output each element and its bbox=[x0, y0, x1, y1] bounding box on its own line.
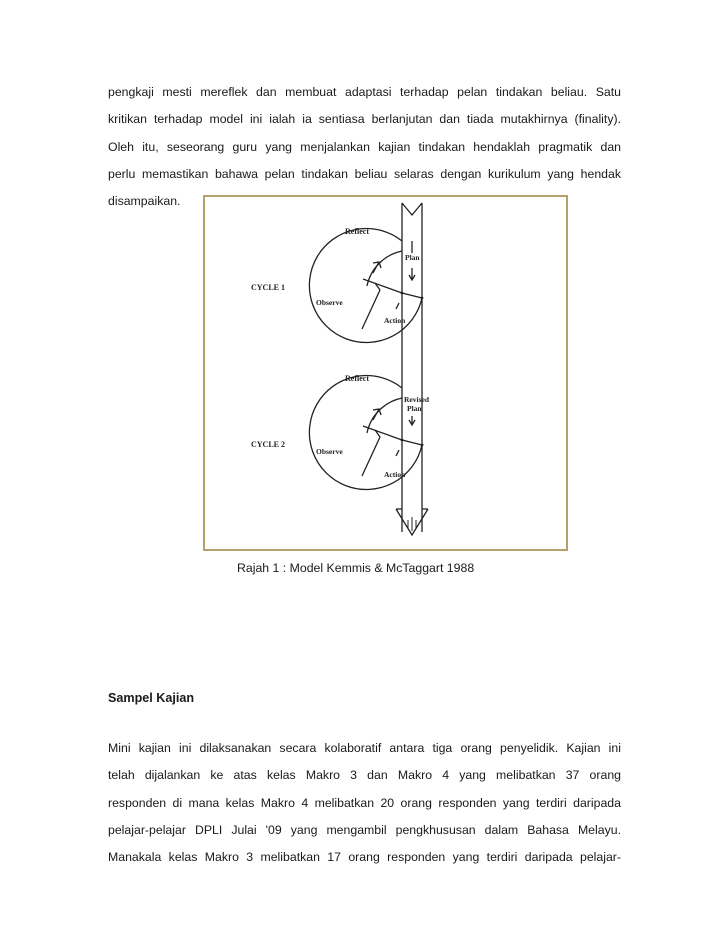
paragraph-line: Oleh itu, seseorang guru yang menjalankan kajian tindakan hendaklah pragmatik dan bbox=[108, 139, 621, 154]
paragraph-line: kritikan terhadap model ini ialah ia sentiasa berlanjutan dan tiada mutakhirnya (finality). bbox=[108, 112, 621, 127]
cycle-2-reflect-label: Reflect bbox=[345, 374, 369, 383]
cycle-1-label: CYCLE 1 bbox=[251, 283, 286, 292]
cycle-1-action-label: Action bbox=[384, 316, 406, 325]
cycle-2-plan-label-line2: Plan bbox=[407, 404, 422, 413]
paragraph-line: perlu memastikan bahawa pelan tindakan beliau selaras dengan kurikulum yang hendak bbox=[108, 166, 621, 181]
paragraph-line: telah dijalankan ke atas kelas Makro 3 dan Makro 4 yang melibatkan 37 orang bbox=[108, 768, 621, 783]
cycle-2-action-label: Action bbox=[384, 470, 406, 479]
cycle-1-plan-label: Plan bbox=[405, 253, 420, 262]
cycle-2-observe-label: Observe bbox=[316, 447, 343, 456]
sample-paragraph bbox=[108, 735, 621, 871]
cycle-2-plan-label-line1: Revised bbox=[404, 395, 429, 404]
paragraph-line: Manakala kelas Makro 3 melibatkan 17 orang responden yang terdiri daripada pelajar- bbox=[108, 850, 621, 865]
paragraph-line: responden di mana kelas Makro 4 melibatkan 20 orang responden yang terdiri daripada bbox=[108, 795, 621, 810]
cycle-1-observe-label: Observe bbox=[316, 298, 343, 307]
section-heading: Sampel Kajian bbox=[108, 691, 195, 705]
figure-frame bbox=[204, 196, 567, 550]
figure-caption: Rajah 1 : Model Kemmis & McTaggart 1988 bbox=[237, 561, 475, 575]
paragraph-line: Mini kajian ini dilaksanakan secara kolaboratif antara tiga orang penyelidik. Kajian ini bbox=[108, 741, 621, 755]
cycle-2-label: CYCLE 2 bbox=[251, 440, 286, 449]
paragraph-line: pelajar-pelajar DPLI Julai '09 yang mengambil pengkhususan dalam Bahasa Melayu. bbox=[108, 822, 621, 837]
paragraph-line: disampaikan. bbox=[108, 194, 181, 209]
kemmis-mctaggart-diagram bbox=[203, 195, 568, 551]
paragraph-line: pengkaji mesti mereflek dan membuat adaptasi terhadap pelan tindakan beliau. Satu bbox=[108, 85, 621, 99]
cycle-1-reflect-label: Reflect bbox=[345, 227, 369, 236]
